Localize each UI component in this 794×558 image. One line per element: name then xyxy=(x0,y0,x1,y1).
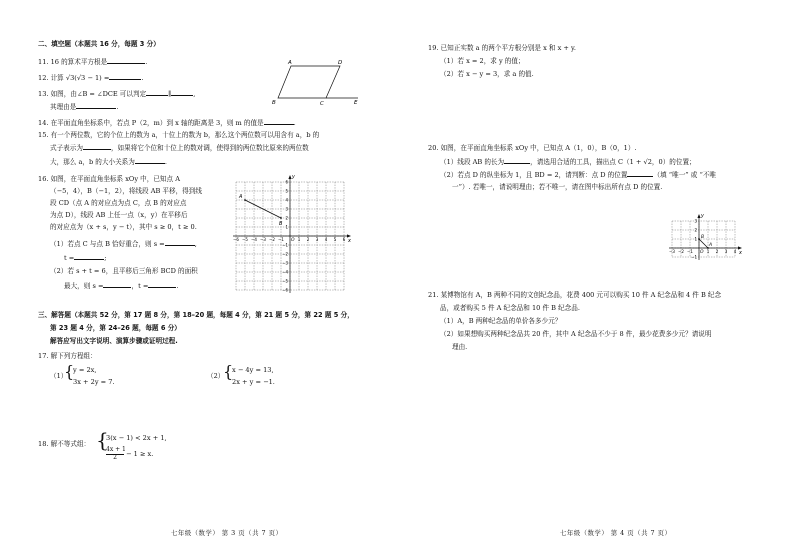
y-axis-label: y xyxy=(701,213,704,219)
question-16-line5: 的对应点为（x + s，y − t），其中 s ≥ 0，t ≥ 0. xyxy=(50,223,197,231)
coordinate-grid-20 xyxy=(655,200,751,274)
x-tick-label: 1 xyxy=(297,237,301,242)
footer-page-3: 七年级（数学） 第 3 页（共 7 页） xyxy=(171,529,283,537)
x-tick-label: 4 xyxy=(733,249,737,254)
point-b-label: B xyxy=(279,221,283,227)
y-tick-label: −1 xyxy=(282,242,288,248)
x-tick-label: 5 xyxy=(333,237,337,242)
q18-eq1: 3(x − 1) < 2x + 1, xyxy=(106,434,167,442)
x-tick-label: −6 xyxy=(233,237,239,242)
question-12: 12. 计算 √3(√3 − 1) = . xyxy=(38,74,144,82)
question-16-part2: （2）若 s + t = 6，且平移后三角形 BCD 的面积 xyxy=(50,267,198,275)
question-11: 11. 16 的算术平方根是 . xyxy=(38,58,148,66)
q18-fraction-denominator: 2 xyxy=(113,454,117,461)
svg-text:B: B xyxy=(272,100,276,106)
svg-text:C: C xyxy=(320,101,324,107)
question-20-part2: （2）若点 D 的纵坐标为 1，且 BD = 2，请判断：点 D 的位置 （填 “唯一” 或 “不唯 xyxy=(440,171,717,179)
svg-text:D: D xyxy=(338,60,343,66)
x-tick-label: 2 xyxy=(715,249,719,254)
question-16-part1: （1）若点 C 与点 B 恰好重合，则 s = , xyxy=(50,240,197,248)
q17-part2-label: （2） xyxy=(207,372,225,380)
y-tick-label: 5 xyxy=(285,188,288,194)
point-a xyxy=(244,199,246,201)
y-tick-label: −3 xyxy=(282,260,288,266)
y-tick-label: 6 xyxy=(285,179,288,185)
question-15: 15. 有一个两位数，它的个位上的数为 a，十位上的数为 b，那么这个两位数可以用含有 a，b 的 xyxy=(38,131,320,139)
question-19: 19. 已知正实数 a 的两个平方根分别是 x 和 x + y. xyxy=(428,44,576,52)
y-tick-label: 4 xyxy=(285,197,288,203)
q17-2-eq1: x − 4y = 13, xyxy=(232,366,274,374)
x-tick-label: −1 xyxy=(687,249,693,254)
x-tick-label: 4 xyxy=(324,237,328,242)
question-19-part1: （1）若 x = 2，求 y 的值； xyxy=(440,57,525,65)
question-17: 17. 解下列方程组： xyxy=(38,352,97,360)
y-tick-label: −2 xyxy=(282,251,288,257)
coordinate-grid-16 xyxy=(228,166,362,300)
footer-page-4: 七年级（数学） 第 4 页（共 7 页） xyxy=(560,529,672,537)
x-tick-label: −3 xyxy=(260,237,266,242)
x-tick-label: 2 xyxy=(306,237,310,242)
question-21: 21. 某博物馆有 A，B 两种不同的文创纪念品，花费 400 元可以购买 10 件 A 纪念品和 4 件 B 纪念 xyxy=(428,291,722,299)
x-tick-label: −3 xyxy=(669,249,675,254)
question-13-reason: 其理由是 . xyxy=(50,103,119,111)
x-tick-label: 3 xyxy=(724,249,728,254)
y-tick-label: 2 xyxy=(694,227,697,233)
brace-icon: { xyxy=(96,428,109,452)
segment-ab xyxy=(699,239,708,248)
question-16-line4: 为点 D），线段 AB 上任一点（x，y）在平移后 xyxy=(50,211,188,219)
y-tick-label: 3 xyxy=(694,218,697,224)
brace-icon: { xyxy=(64,362,75,381)
x-tick-label: 6 xyxy=(342,237,346,242)
question-13: 13. 如图，由∠B = ∠DCE 可以判定 ∥ , xyxy=(38,90,196,98)
question-18: 18. 解不等式组： xyxy=(38,440,91,448)
question-21-part2-line2: 理由. xyxy=(452,343,468,351)
svg-text:E: E xyxy=(354,100,358,106)
question-16: 16. 如图，在平面直角坐标系 xOy 中，已知点 A xyxy=(38,175,180,183)
q17-1-eq2: 3x + 2y = 7. xyxy=(73,378,115,386)
y-tick-label: 1 xyxy=(285,224,288,230)
y-tick-label: 1 xyxy=(694,236,697,242)
y-axis-label: y xyxy=(292,174,295,180)
brace-icon: { xyxy=(223,362,234,381)
question-20: 20. 如图，在平面直角坐标系 xOy 中，已知点 A（1，0），B（0，1）. xyxy=(428,144,637,152)
q18-eq2-rest: − 1 ≥ x. xyxy=(126,450,154,458)
question-16-part1-t: t = ; xyxy=(64,254,107,262)
question-19-part2: （2）若 x − y = 3，求 a 的值. xyxy=(440,70,534,78)
origin-label: O xyxy=(291,238,295,243)
x-tick-label: −4 xyxy=(251,237,257,242)
y-tick-label: 2 xyxy=(285,215,288,221)
q17-2-eq2: 2x + y = −1. xyxy=(232,378,275,386)
x-tick-label: −2 xyxy=(269,237,275,242)
question-16-line3: 段 CD（点 A 的对应点为点 C，点 B 的对应点 xyxy=(50,199,187,207)
question-14: 14. 在平面直角坐标系中，若点 P（2，m）到 x 轴的距离是 3，则 m 的值是 . xyxy=(38,119,296,127)
origin-label: O xyxy=(700,250,704,255)
question-21-line2: 品，或者购买 5 件 A 纪念品和 10 件 B 纪念品. xyxy=(440,304,580,312)
y-tick-label: 3 xyxy=(285,206,288,212)
question-20-part1: （1）线段 AB 的长为 ，请选用合适的工具，描出点 C（1 + √2，0）的位置； xyxy=(440,158,696,166)
x-tick-label: −2 xyxy=(678,249,684,254)
point-a-label: A xyxy=(709,243,713,248)
y-tick-label: −6 xyxy=(282,287,288,293)
point-b xyxy=(698,238,700,240)
point-b xyxy=(280,217,282,219)
question-16-part2-answer: 最大，则 s = ，t = . xyxy=(64,282,179,290)
question-21-part1: （1）A，B 两种纪念品的单价各多少元？ xyxy=(440,317,562,325)
y-tick-label: −1 xyxy=(691,254,697,260)
x-tick-label: 1 xyxy=(706,249,710,254)
x-tick-label: −1 xyxy=(278,237,284,242)
answer-blank xyxy=(107,57,145,64)
x-axis-label: x xyxy=(739,250,742,256)
y-tick-label: −4 xyxy=(282,269,288,275)
question-21-part2: （2）如果想购买两种纪念品共 20 件，其中 A 纪念品不少于 8 件，最少花费多少元？请说明 xyxy=(440,330,712,338)
x-tick-label: 3 xyxy=(315,237,319,242)
section3-note: 解答应写出文字说明、演算步骤或证明过程. xyxy=(50,337,178,345)
y-tick-label: −5 xyxy=(282,278,288,284)
question-20-part2-line2: 一”）. 若唯一，请说明理由；若不唯一，请在图中标出所有点 D 的位置. xyxy=(452,183,663,191)
q18-fraction-numerator: 4x + 1 xyxy=(106,446,126,453)
x-tick-label: −5 xyxy=(242,237,248,242)
question-16-line2: （−5，4），B（−1，2），将线段 AB 平移，得到线 xyxy=(50,187,202,195)
parallelogram-figure xyxy=(268,58,368,108)
section2-title: 二、填空题（本题共 16 分，每题 3 分） xyxy=(38,40,160,48)
x-axis-label: x xyxy=(348,238,351,244)
point-b-label: B xyxy=(701,235,705,240)
section3-title-line2: 第 23 题 4 分，第 24–26 题，每题 6 分） xyxy=(50,324,181,332)
q17-part1-label: （1） xyxy=(50,372,68,380)
answer-blank xyxy=(109,73,141,80)
question-15-line3: 大，那么 a，b 的大小关系为 . xyxy=(50,158,167,166)
point-a-label: A xyxy=(239,194,243,200)
svg-text:A: A xyxy=(288,60,292,66)
question-15-line2: 式子表示为 ，如果将它个位和十位上的数对调，使得到的两位数比原来的两位数 xyxy=(50,144,309,152)
section3-title: 三、解答题（本题共 52 分，第 17 题 8 分，第 18–20 题，每题 4 分，第 21 题 5 分，第 22 题 5 分， xyxy=(38,311,354,319)
q17-1-eq1: y = 2x, xyxy=(73,366,97,374)
